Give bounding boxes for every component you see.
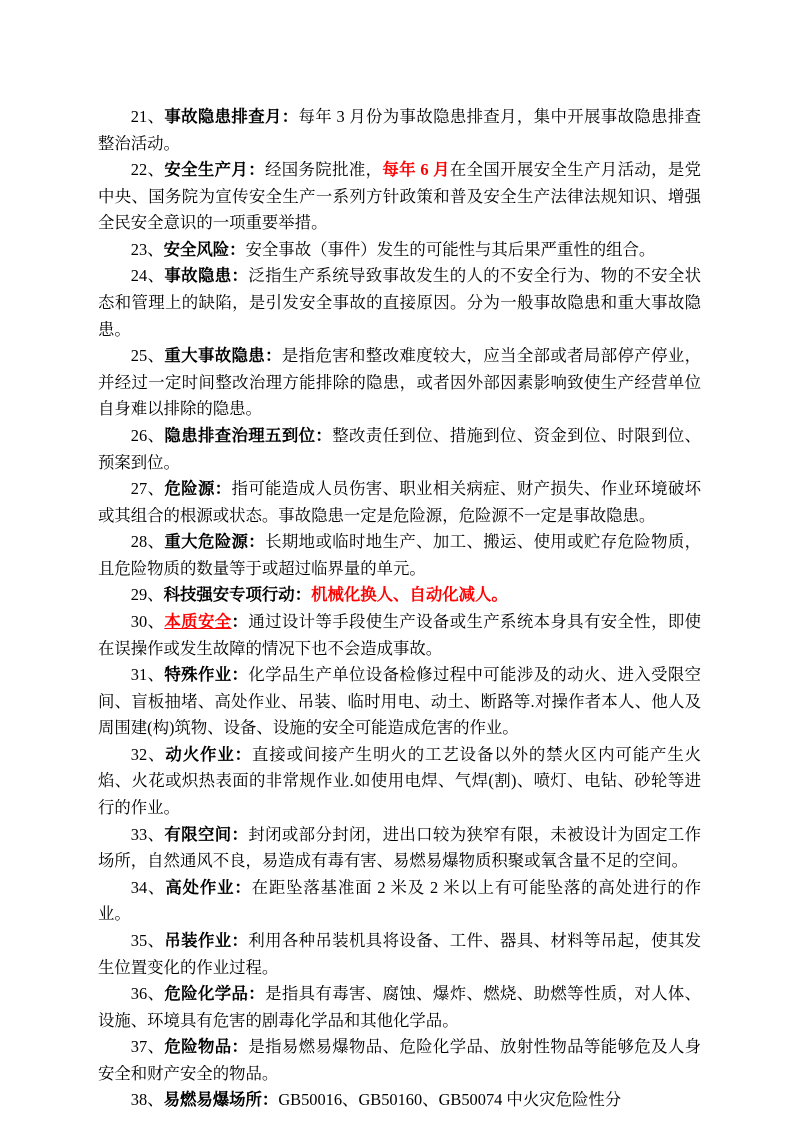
paragraph-term: 危险化学品 [164,984,249,1004]
paragraph-separator: ： [229,239,246,259]
paragraph-number: 26、 [130,425,165,445]
paragraph-text: 指可能造成人员伤害、职业相关病症、财产损失、作业环境破坏或其组合的根源或状态。事故隐患一定是危险源，危险源不一定是事故隐患。 [98,479,702,525]
paragraph-term: 事故隐患排查月 [164,107,282,126]
paragraph-separator: ： [231,824,249,844]
paragraph-term: 特殊作业 [164,665,232,685]
paragraph-term: 危险源 [164,479,215,499]
paragraph-term: 高处作业 [165,877,235,897]
paragraph-30 [98,609,701,662]
paragraph-separator: ： [281,107,299,126]
paragraph-term: 隐患排查治理五到位 [164,425,316,445]
paragraph-separator: ： [214,479,232,499]
paragraph-number: 33、 [130,824,165,844]
paragraph-term: 重大事故隐患 [164,346,266,366]
paragraph-number: 22、 [130,160,165,180]
paragraph-text: 化学品生产单位设备检修过程中可能涉及的动火、进入受限空间、盲板抽堵、高处作业、吊装、临时用电、动土、断路等.对操作者本人、他人及周围建(构)筑物、设备、设施的安全可能造成危害的作业。 [98,665,702,738]
paragraph-separator: ： [231,266,249,286]
paragraph-term: 重大危险源 [164,532,249,552]
paragraph-separator: ： [261,1090,279,1110]
paragraph-number: 36、 [130,984,165,1004]
paragraph-text: 长期地或临时地生产、加工、搬运、使用或贮存危险物质，且危险物质的数量等于或超过临界量的单元。 [98,532,702,578]
paragraph-number: 34、 [130,877,166,897]
paragraph-number: 35、 [130,930,165,950]
paragraph-number: 23、 [130,239,164,259]
paragraph-text: 是指具有毒害、腐蚀、爆炸、燃烧、助燃等性质，对人体、设施、环境具有危害的剧毒化学品和其他化学品。 [98,984,702,1030]
paragraph-separator: ： [231,1037,249,1057]
paragraph-separator: ： [231,611,249,631]
paragraph-highlight: 机械化换人、自动化减人。 [311,585,508,605]
paragraph-text-post: 在全国开展安全生产月活动，是党中央、国务院为宣传安全生产一系列方针政策和普及安全生产法律法规知识、增强全民安全意识的一项重要举措。 [98,160,702,233]
paragraph-term: 危险物品 [164,1037,232,1057]
paragraph-21 [98,104,701,157]
paragraph-27 [98,476,701,529]
paragraph-number: 21、 [130,107,165,126]
paragraph-28 [98,529,701,582]
paragraph-text: GB50016、GB50160、GB50074 中火灾危险性分 [278,1090,622,1110]
paragraph-35 [98,928,701,981]
paragraph-separator: ： [265,346,282,366]
paragraph-separator: ： [294,585,312,605]
paragraph-text: 整改责任到位、措施到位、资金到位、时限到位、预案到位。 [98,425,702,472]
paragraph-26 [98,423,701,476]
paragraph-separator: ： [231,665,249,685]
paragraph-22 [98,157,701,237]
paragraph-term: 安全风险 [163,239,230,259]
paragraph-number: 30、 [130,611,165,631]
paragraph-number: 28、 [130,532,165,552]
paragraph-text: 是指易燃易爆物品、危险化学品、放射性物品等能够危及人身安全和财产安全的物品。 [98,1037,702,1083]
paragraph-36 [98,981,701,1034]
paragraph-23 [98,237,701,264]
paragraph-31 [98,662,701,742]
paragraph-term: 有限空间 [164,824,232,844]
paragraph-separator: ： [315,425,333,445]
paragraph-separator: ： [248,532,266,552]
paragraph-separator: ： [234,877,252,897]
paragraph-number: 25、 [130,346,165,366]
paragraph-text: 每年 3 月份为事故隐患排查月，集中开展事故隐患排查整治活动。 [98,107,702,153]
paragraph-34 [98,875,701,928]
paragraph-38 [98,1087,701,1114]
paragraph-text: 是指危害和整改难度较大，应当全部或者局部停产停业，并经过一定时间整改治理方能排除的隐患，或者因外部因素影响致使生产经营单位自身难以排除的隐患。 [98,346,702,419]
paragraph-37 [98,1034,701,1087]
paragraph-text: 在距坠落基准面 2 米及 2 米以上有可能坠落的高处进行的作业。 [98,877,702,924]
paragraph-29 [98,582,701,609]
paragraph-text: 封闭或部分封闭，进出口较为狭窄有限，未被设计为固定工作场所，自然通风不良，易造成有毒有害、易燃易爆物质积聚或氧含量不足的空间。 [98,824,702,871]
paragraph-24 [98,263,701,343]
paragraph-term: 事故隐患 [164,266,232,286]
paragraph-term: 吊装作业 [164,930,232,950]
paragraph-text: 通过设计等手段使生产设备或生产系统本身具有安全性，即使在误操作或发生故障的情况下也不会造成事故。 [98,611,702,658]
paragraph-text: 安全事故（事件）发生的可能性与其后果严重性的组合。 [245,239,656,259]
paragraph-term: 科技强安专项行动 [163,585,295,605]
paragraph-separator: ： [248,984,266,1004]
paragraph-highlight: 每年 6 月 [382,160,450,180]
paragraph-term: 易燃易爆场所 [163,1090,262,1110]
paragraph-separator: ： [234,744,252,764]
paragraph-term-highlight: 本质安全 [164,611,232,631]
paragraph-separator: ： [231,930,249,950]
paragraph-number: 37、 [130,1037,165,1057]
paragraph-25 [98,343,701,423]
paragraph-number: 32、 [130,744,166,764]
paragraph-number: 24、 [130,266,165,286]
paragraph-separator: ： [248,160,265,180]
paragraph-32 [98,742,701,822]
paragraph-text: 泛指生产系统导致事故发生的人的不安全行为、物的不安全状态和管理上的缺陷，是引发安全事故的直接原因。分为一般事故隐患和重大事故隐患。 [98,266,702,339]
paragraph-33 [98,822,701,875]
paragraph-text-pre: 经国务院批准， [264,160,383,180]
paragraph-number: 29、 [130,585,164,605]
paragraph-number: 38、 [130,1090,164,1110]
paragraph-number: 31、 [130,665,165,685]
paragraph-text: 直接或间接产生明火的工艺设备以外的禁火区内可能产生火焰、火花或炽热表面的非常规作业.如使用电焊、气焊(割)、喷灯、电钻、砂轮等进行的作业。 [98,744,702,818]
paragraph-term: 安全生产月 [164,160,249,180]
paragraph-term: 动火作业 [165,744,235,764]
paragraph-text: 利用各种吊装机具将设备、工件、器具、材料等吊起，使其发生位置变化的作业过程。 [98,930,702,977]
paragraph-number: 27、 [130,479,165,499]
document-body [98,104,701,1114]
